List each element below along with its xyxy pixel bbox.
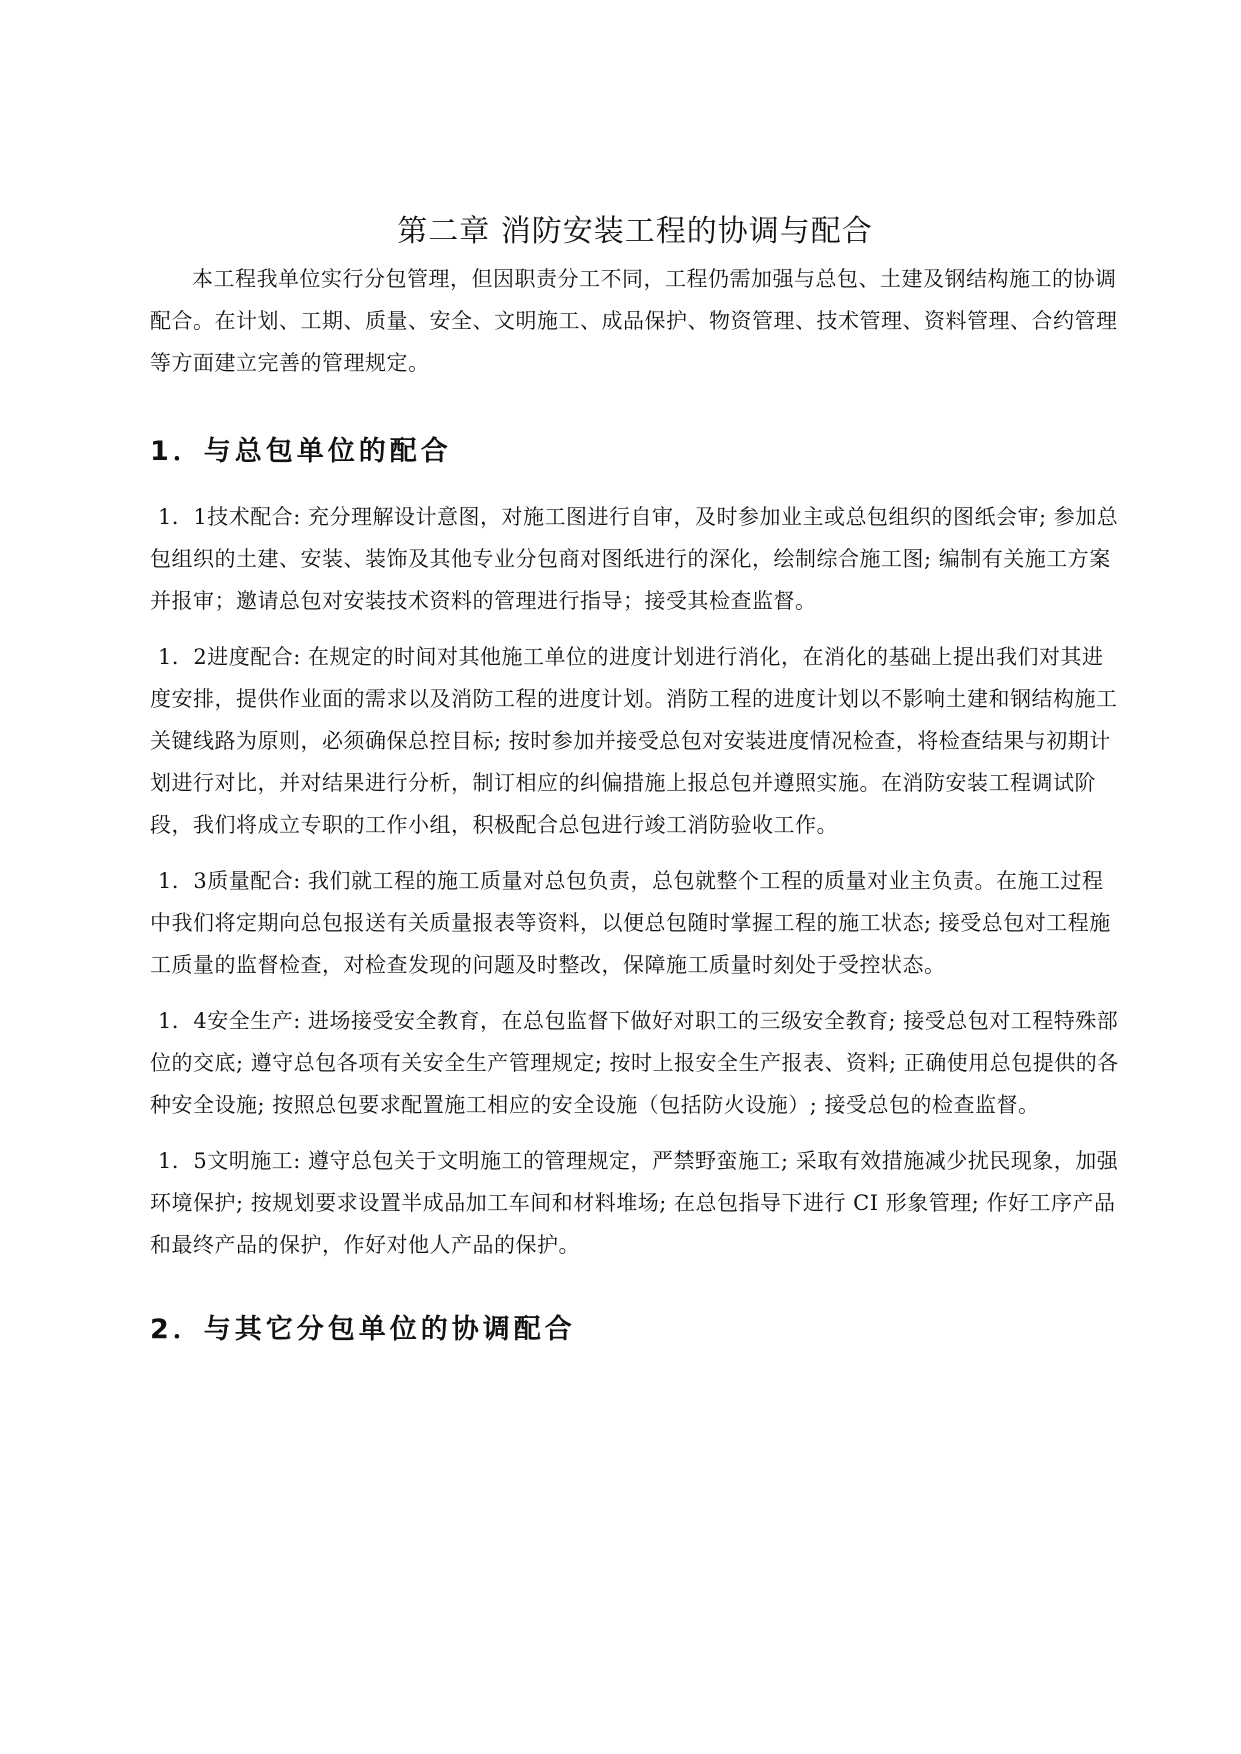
section-1-heading: 1．与总包单位的配合 [150,436,452,467]
item-text: 文明施工: 遵守总包关于文明施工的管理规定，严禁野蛮施工; 采取有效措施减少扰民现象，加强环境保护; 按规划要求设置半成品加工车间和材料堆场; 在总包指导下进行 CI 形象管理; 作好工序产品和最终产品的保护，作好对他人产品的保护。 [150,1149,1119,1257]
item-text: 安全生产: 进场接受安全教育，在总包监督下做好对职工的三级安全教育; 接受总包对工程特殊部位的交底; 遵守总包各项有关安全生产管理规定; 按时上报安全生产报表、资料; 正确使用总包提供的各种安全设施; 按照总包要求配置施工相应的安全设施（包括防火设施）; 接受总包的检查监督。 [150,1009,1119,1117]
chapter-title: 第二章 消防安装工程的协调与配合 [397,214,873,249]
item-number: 1．3 [158,869,208,893]
item-number: 1．5 [158,1149,208,1173]
item-number: 1．1 [158,505,208,529]
section-2-heading: 2．与其它分包单位的协调配合 [150,1314,576,1345]
item-number: 1．4 [158,1009,208,1033]
item-text: 技术配合: 充分理解设计意图，对施工图进行自审，及时参加业主或总包组织的图纸会审; 参加总包组织的土建、安装、装饰及其他专业分包商对图纸进行的深化，绘制综合施工图; 编制有关施工方案并报审；邀请总包对安装技术资料的管理进行指导；接受其检查监督。 [150,505,1119,613]
document-page [150,210,1120,1350]
item-text: 质量配合: 我们就工程的施工质量对总包负责，总包就整个工程的质量对业主负责。在施工过程中我们将定期向总包报送有关质量报表等资料，以便总包随时掌握工程的施工状态; 接受总包对工程施工质量的监督检查，对检查发现的问题及时整改，保障施工质量时刻处于受控状态。 [150,869,1111,977]
item-1-5 [150,1140,1120,1266]
item-1-4 [150,1000,1120,1126]
item-1-2 [150,636,1120,846]
item-text: 进度配合: 在规定的时间对其他施工单位的进度计划进行消化，在消化的基础上提出我们对其进度安排，提供作业面的需求以及消防工程的进度计划。消防工程的进度计划以不影响土建和钢结构施工关键线路为原则，必须确保总控目标; 按时参加并接受总包对安装进度情况检查，将检查结果与初期计划进行对比，并对结果进行分析，制订相应的纠偏措施上报总包并遵照实施。在消防安装工程调试阶段，我们将成立专职的工作小组，积极配合总包进行竣工消防验收工作。 [150,645,1118,837]
intro-paragraph: 本工程我单位实行分包管理，但因职责分工不同，工程仍需加强与总包、土建及钢结构施工的协调配合。在计划、工期、质量、安全、文明施工、成品保护、物资管理、技术管理、资料管理、合约管理等方面建立完善的管理规定。 [150,267,1118,375]
item-number: 1．2 [158,645,208,669]
item-1-1 [150,496,1120,622]
section-1-items [150,496,1120,1266]
item-1-3 [150,860,1120,986]
